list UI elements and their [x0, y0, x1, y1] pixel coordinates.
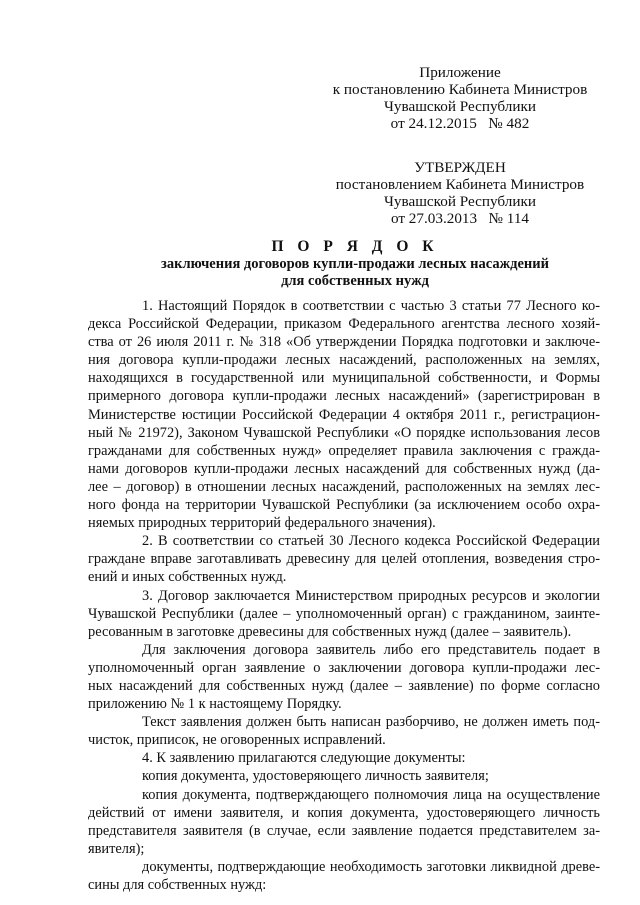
body-line: декса Российской Федерации, приказом Федерального агентства лесного хозяй- [88, 316, 600, 333]
approval-line: от 27.03.2013 № 114 [390, 210, 530, 227]
approval-header [310, 159, 610, 227]
body-line: примерного договора купли-продажи лесных насаждений» (зарегистрирован в [88, 388, 600, 405]
body-line: 4. К заявлению прилагаются следующие документы: [142, 750, 466, 767]
body-line: 3. Договор заключается Министерством природных ресурсов и экологии [142, 587, 600, 604]
body-line: граждане вправе заготавливать древесину для целей отопления, возведения стро- [88, 551, 600, 568]
body-line: уполномоченный орган заявление о заключении договора купли-продажи лес- [88, 659, 600, 676]
body-line: ресованным в заготовке древесины для собственных нужд (далее – заявитель). [88, 623, 572, 640]
body-line: 2. В соответствии со статьей 30 Лесного кодекса Российской Федерации [142, 533, 600, 550]
body-line: лее – договор) в отношении лесных насаждений, расположенных на землях лес- [88, 478, 600, 495]
body-line: чисток, приписок, не оговоренных исправлений. [88, 732, 386, 749]
body-line: Чувашской Республики (далее – уполномоченный орган) с гражданином, заинте- [88, 605, 600, 622]
approval-line: постановлением Кабинета Министров [335, 176, 585, 193]
body-line: гражданами для собственных нужд» определяет правила заключения с гражда- [88, 442, 600, 459]
body-line: ных насаждений для собственных нужд (далее – заявление) по форме согласно [88, 677, 600, 694]
body-line: Для заключения договора заявитель либо его представитель подает в [142, 641, 600, 658]
body-line: действий от имени заявителя, и копия документа, удостоверяющего личность [88, 804, 600, 821]
appendix-line: Чувашской Республики [384, 98, 536, 115]
body-line: представителя заявителя (в случае, если заявление подается представителем за- [88, 822, 600, 839]
body-line: няемых природных территорий федерального значения). [88, 515, 436, 532]
body-line: Текст заявления должен быть написан разборчиво, не должен иметь под- [142, 714, 600, 731]
body-line: находящихся в государственной или муниципальной собственности, и Формы [88, 370, 600, 387]
approval-line: УТВЕРЖДЕН [414, 159, 506, 176]
approval-line: Чувашской Республики [384, 193, 536, 210]
appendix-header [310, 64, 610, 132]
body-line: Министерстве юстиции Российской Федерации 4 октября 2011 г., регистрацион- [88, 406, 600, 423]
body-line: ства от 26 июля 2011 г. № 318 «Об утверждении Порядка подготовки и заключе- [88, 334, 600, 351]
body-line: копия документа, удостоверяющего личность заявителя; [142, 768, 489, 785]
body-line: документы, подтверждающие необходимость заготовки ликвидной древе- [142, 858, 600, 875]
appendix-line: Приложение [419, 64, 501, 81]
appendix-line: от 24.12.2015 № 482 [390, 115, 530, 132]
body-line: сины для собственных нужд: [88, 877, 267, 893]
body-line: приложению № 1 к настоящему Порядку. [88, 696, 342, 713]
body-line: ного фонда на территории Чувашской Республики (за исключением особо охра- [88, 497, 600, 514]
body-line: ный № 21972), Законом Чувашской Республики «О порядке использования лесов [88, 424, 600, 441]
body-line: нами договоров купли-продажи лесных насаждений для собственных нужд (да- [88, 460, 600, 477]
body-line: ений и иных собственных нужд. [88, 569, 287, 586]
body-line: копия документа, подтверждающего полномочия лица на осуществление [142, 786, 600, 803]
document-subtitle: заключения договоров купли-продажи лесных насаждений [161, 256, 549, 272]
document-subtitle: для собственных нужд [281, 273, 429, 289]
document-title: П О Р Я Д О К [271, 238, 439, 255]
appendix-line: к постановлению Кабинета Министров [332, 81, 588, 98]
document-body [88, 297, 600, 894]
body-line: ния договора купли-продажи лесных насаждений, расположенных на землях, [88, 352, 600, 369]
body-line: 1. Настоящий Порядок в соответствии с частью 3 статьи 77 Лесного ко- [142, 298, 600, 314]
body-line: явителя); [88, 840, 145, 857]
